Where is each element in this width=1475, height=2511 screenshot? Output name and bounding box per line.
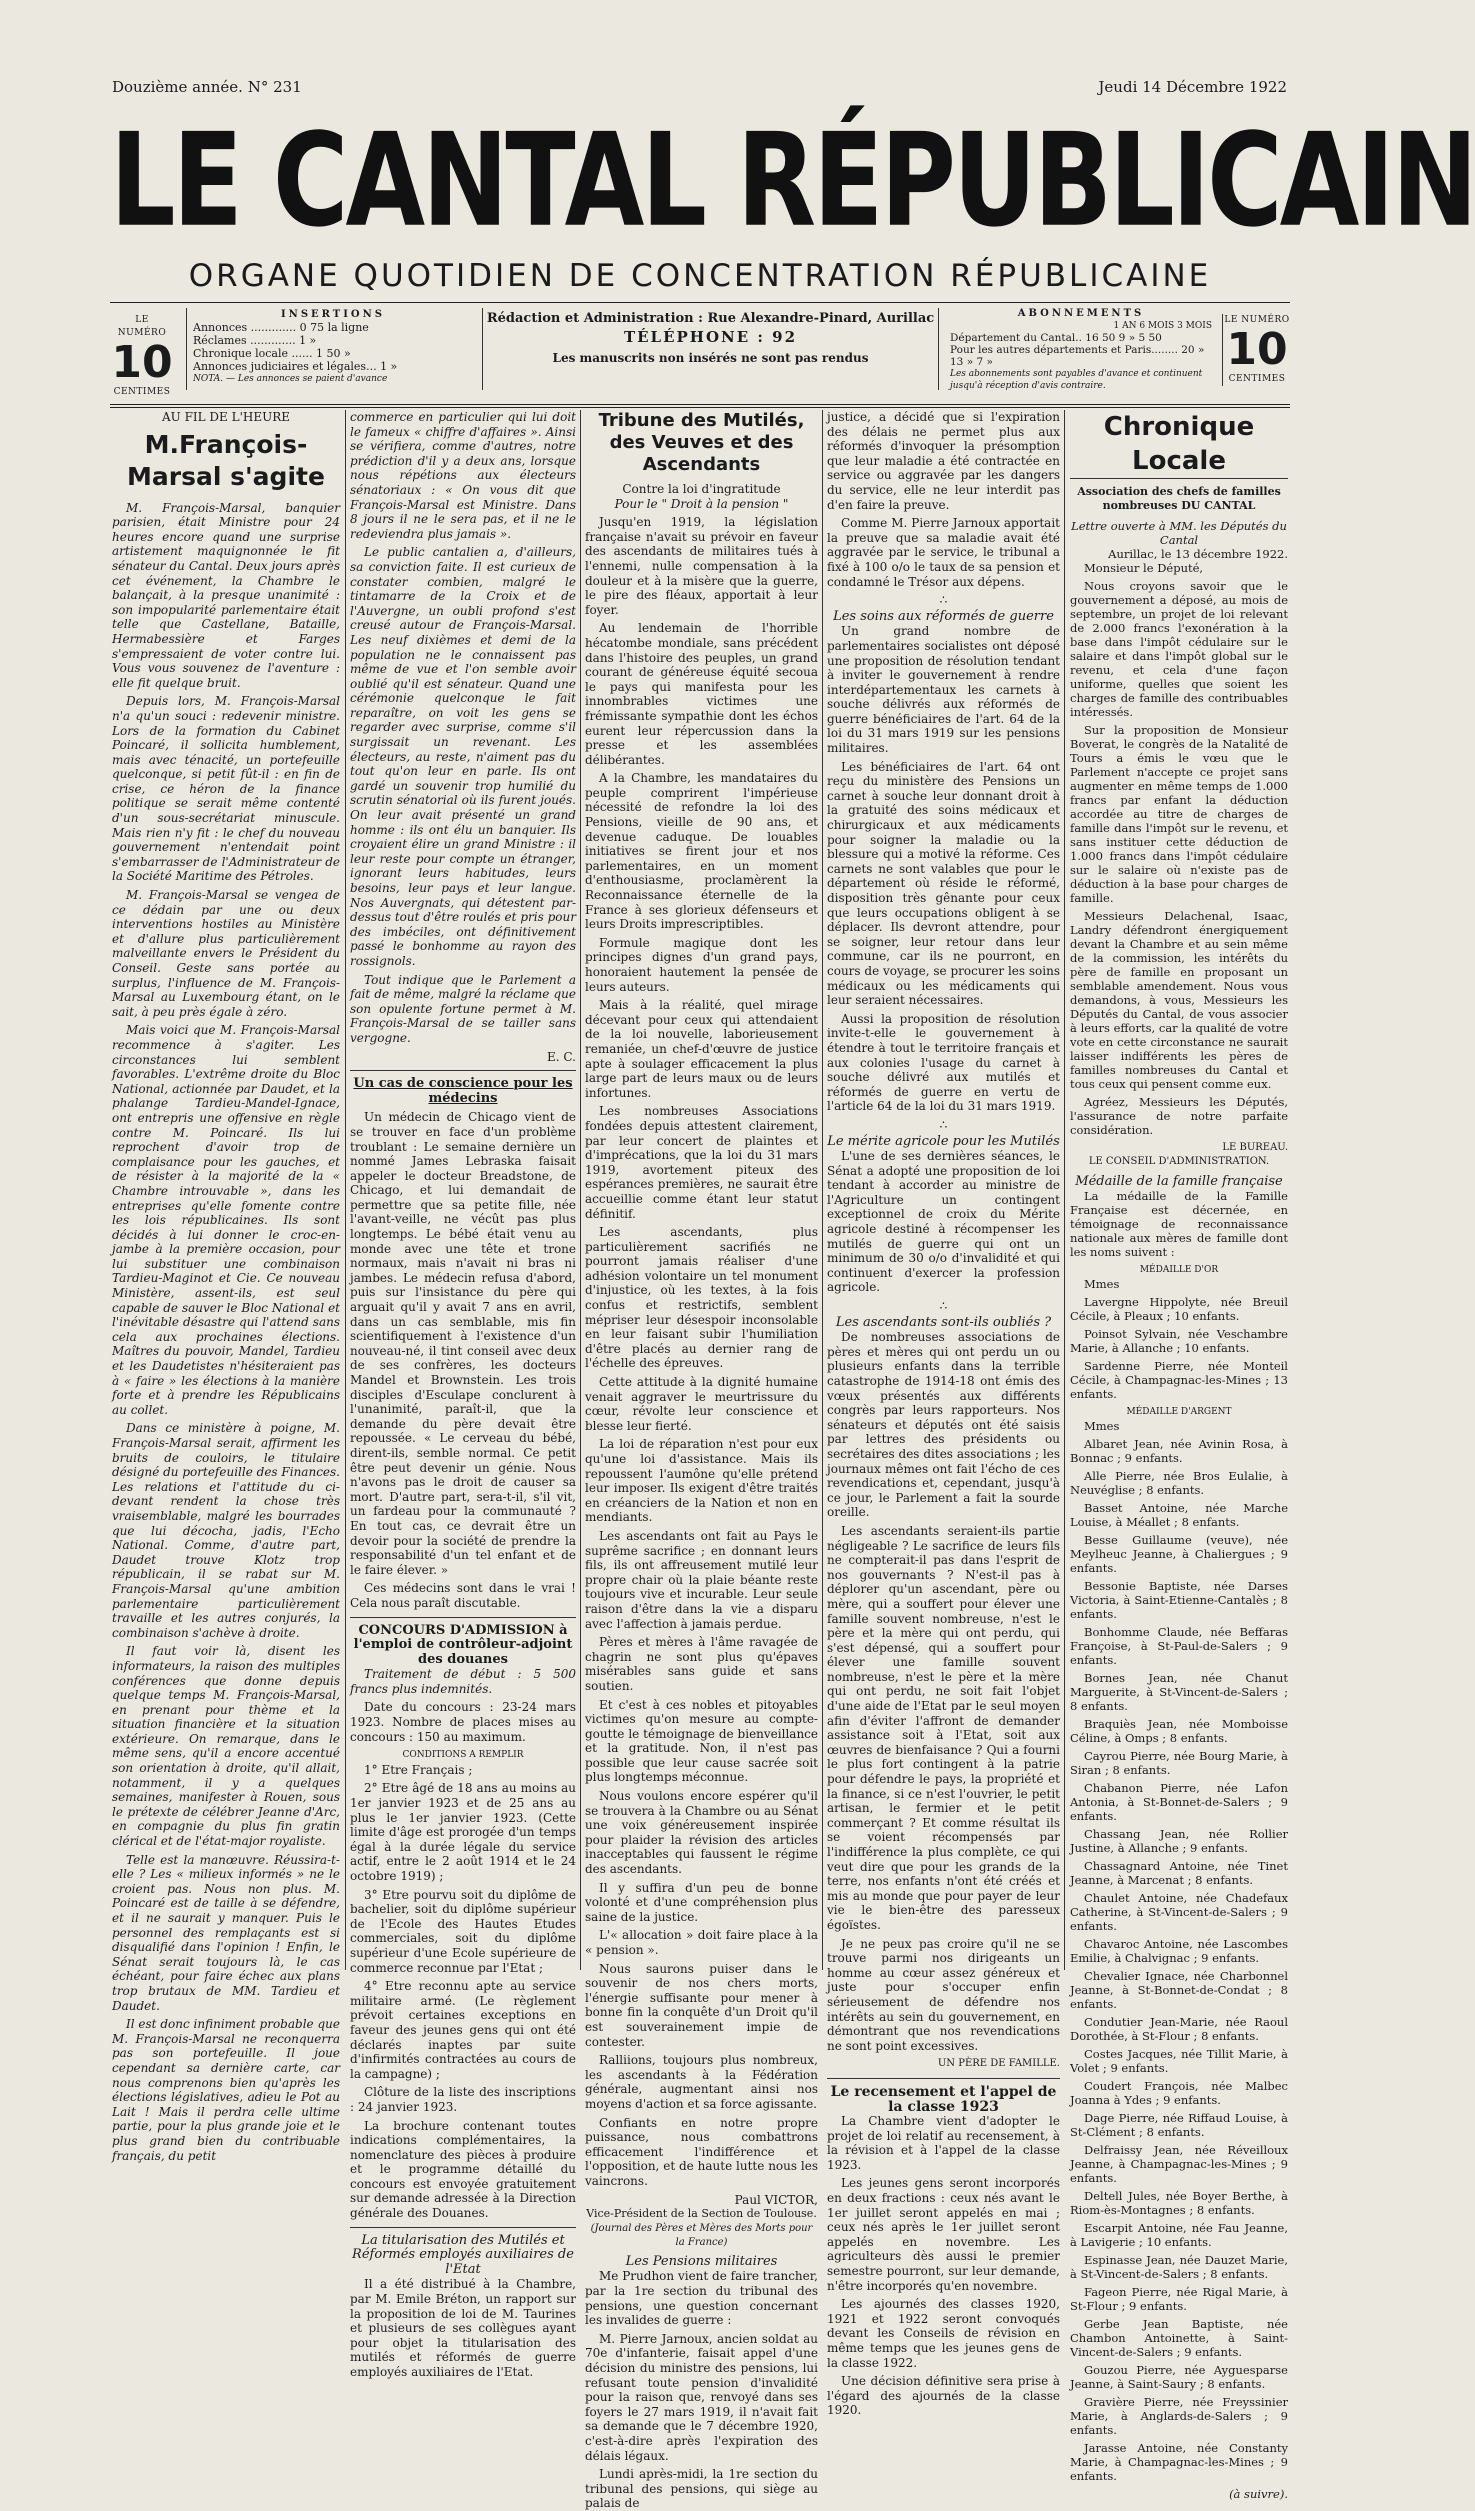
column-2: [350, 410, 576, 2379]
paragraph: Il y suffira d'un peu de bonne volonté et d'une compréhension plus saine de la justice.: [585, 1880, 818, 1924]
price-value: 10: [1226, 324, 1288, 375]
paragraph: La Chambre vient d'adopter le projet de loi relatif au recensement, à la révision et à l'appel de la classe 1923.: [827, 2114, 1060, 2172]
divider: [110, 302, 1290, 303]
paragraph: Monsieur le Député,: [1084, 561, 1204, 575]
paragraph: Mais voici que M. François-Marsal recommence à s'agiter. Les circonstances lui semblent favorables. L'extrême droite du Bloc National, actionnée par Daudet, et la phalange Tardieu-Mandel-Ignace, ont entrepris une offensive en règle contre M. Poincaré. Ils lui reprochent d'avoir trop de complaisance pour les gauches, et de résister à la majorité de la « Chambre introuvable », dans les entreprises qu'elle fomente contre les lois républicaines. Ils sont décidés à lui donner le croc-en-jambe à la première occasion, pour lui substituer une combinaison Tardieu-Maginot et Cie. Ce nouveau Ministère, assent-ils, est seul capable de sauver le Bloc National et l'inévitable désastre qui l'attend sans cela aux prochaines élections. Maîtres du pouvoir, Mandel, Tardieu et les Daudetistes n'hésiteraient pas à « faire » les élections à la manière forte et à prendre les Républicains au collet.: [112, 1023, 340, 1417]
price-box-left: [110, 314, 174, 399]
divider: [110, 407, 1290, 408]
price-unit: CENTIMES: [113, 387, 171, 397]
paragraph: Messieurs Delachenal, Isaac, Landry défendront énergiquement devant la Chambre et au sein même de la commission, les intérêts du père de famille en proposant un semblable amendement. Nous vous demandons, à vous, Messieurs les Députés du Cantal, de vous associer à leurs efforts, car la qualité de votre vote en cette circonstance ne saurait laisser indifférents les pères de familles nombreuses du Cantal et tous ceux qui pensent comme eux.: [1070, 909, 1288, 1091]
issue-number: Douzième année. N° 231: [112, 78, 302, 96]
article-headline: M.François-Marsal s'agite: [127, 429, 325, 491]
paragraph: Mais à la réalité, quel mirage décevant pour ceux qui attendaient de la loi nouvelle, laborieusement remaniée, un chef-d'œuvre de justice apte à soulager efficacement la plus large part de leurs maux ou de leurs infortunes.: [585, 998, 818, 1100]
paragraph: 2° Etre âgé de 18 ans au moins au 1er janvier 1923 et de 25 ans au plus le 1er janvier 1923. (Cette limite d'âge est prorogée d'un temps égal à la durée légale du service actif, entre le 2 août 1914 et le 24 octobre 1919) ;: [350, 1781, 576, 1883]
list-item: Lavergne Hippolyte, née Breuil Cécile, à Pleaux ; 10 enfants.: [1070, 1295, 1288, 1323]
section-title: Un cas de conscience pour les médecins: [353, 1076, 573, 1106]
subheading: Pour le " Droit à la pension ": [614, 496, 789, 511]
subscriptions-title: ABONNEMENTS: [1017, 308, 1145, 319]
paragraph: 3° Etre pourvu soit du diplôme de bachelier, soit du diplôme supérieur de l'Ecole des Hautes Etudes commerciales, soit du diplôme supérieur d'une Ecole supérieure de commerce reconnue par l'Etat ;: [350, 1887, 576, 1975]
section-title: Médaille de la famille française: [1075, 1174, 1283, 1189]
column-4: [827, 410, 1060, 2418]
section-title: Les soins aux réformés de guerre: [833, 608, 1054, 624]
price-label: LE NUMÉRO: [1224, 315, 1290, 325]
price-unit: CENTIMES: [1228, 374, 1286, 384]
list-item: Gouzou Pierre, née Ayguesparse Jeanne, à Saint-Saury ; 8 enfants.: [1070, 2363, 1288, 2391]
paragraph: Sur la proposition de Monsieur Boverat, le congrès de la Natalité de Tours a émis le vœu que le Parlement n'accepte ce projet sans augmenter en même temps de 1.000 francs par enfant la déduction accordée au titre de charges de famille dans l'impôt sur le revenu, et sans instituer cette déduction de 1.000 francs dans l'impôt cédulaire sur le salaire où n'existe pas de déduction à la base pour charges de famille.: [1070, 723, 1288, 905]
paragraph: Une décision définitive sera prise à l'égard des ajournés de la classe 1920.: [827, 2374, 1060, 2418]
signature: E. C.: [547, 1049, 576, 1064]
list-item: Sardenne Pierre, née Monteil Cécile, à Champagnac-les-Mines ; 13 enfants.: [1070, 1359, 1288, 1401]
paragraph: M. François-Marsal, banquier parisien, était Ministre pour 24 heures encore quand une surprise artistement maquignonnée le fit sénateur du Cantal. Deux jours après cet événement, la Chambre le balançait, à la presque unanimité : son impopularité parlementaire était telle que Castellane, Bataille, Hermabessière et Farges s'empressaient de voter contre lui. Vous vous souvenez de l'aventure : elle fit quelque bruit.: [112, 500, 340, 690]
paragraph: De nombreuses associations de pères et mères qui ont perdu un ou plusieurs enfants dans la terrible catastrophe de 1914-18 ont émis des vœux présentés aux différents congrès par leurs rapporteurs. Nos sénateurs et députés ont été saisis par lettres des présidents ou secrétaires des dites associations ; les journaux mêmes ont fait l'écho de ces revendications et, cependant, jusqu'à ce jour, le Parlement a fait la sourde oreille.: [827, 1330, 1060, 1520]
list-item: Chaulet Antoine, née Chadefaux Catherine, à St-Vincent-de-Salers ; 9 enfants.: [1070, 1891, 1288, 1933]
paragraph: Date du concours : 23-24 mars 1923. Nombre de places mises au concours : 150 au maximum.: [350, 1700, 576, 1744]
subscriptions-box: [950, 308, 1212, 390]
insertion-line: Chronique locale ...... 1 50 »: [193, 347, 351, 360]
insertion-line: Réclames ............. 1 »: [193, 334, 317, 347]
section-title: Les Pensions militaires: [625, 2253, 778, 2269]
paragraph: 1° Etre Français ;: [364, 1762, 473, 1777]
paragraph: L'« allocation » doit faire place à la « pension ».: [585, 1928, 818, 1957]
list-item: Alle Pierre, née Bros Eulalie, à Neuvéglise ; 8 enfants.: [1070, 1469, 1288, 1497]
list-item: Deltell Jules, née Boyer Berthe, à Riom-ès-Montagnes ; 8 enfants.: [1070, 2189, 1288, 2217]
list-item: Bonhomme Claude, née Beffaras Françoise, à St-Paul-de-Salers ; 9 enfants.: [1070, 1625, 1288, 1667]
issue-line: [112, 78, 1287, 100]
list-item: Bornes Jean, née Chanut Marguerite, à St-Vincent-de-Salers ; 8 enfants.: [1070, 1671, 1288, 1713]
column-3: [585, 410, 818, 2511]
insertion-line: Annonces ............. 0 75 la ligne: [193, 321, 369, 334]
subheading: CONDITIONS A REMPLIR: [402, 1750, 524, 1761]
signature: LE BUREAU.: [1222, 1142, 1288, 1153]
column-rule: [822, 410, 823, 1970]
section-title: Le recensement et l'appel de la classe 1923: [830, 2083, 1057, 2115]
section-title: Les ascendants sont-ils oubliés ?: [835, 1314, 1052, 1330]
divider: [350, 2227, 576, 2228]
list-item: Besse Guillaume (veuve), née Meylheuc Jeanne, à Chaliergues ; 9 enfants.: [1070, 1533, 1288, 1575]
paragraph: Depuis lors, M. François-Marsal n'a qu'un souci : redevenir ministre. Lors de la formation du Cabinet Poincaré, il sollicita humblement, mais avec ténacité, un portefeuille quelconque, si petit fût-il : en fin de crise, ce héron de la finance politique se serait même contenté d'un sous-secrétariat minuscule. Mais rien n'y fit : le chef du nouveau gouvernement n'entendait point s'embarrasser de l'Administrateur de la Société Maritime des Pétroles.: [112, 694, 340, 884]
masthead: [110, 106, 1475, 294]
list-item: Delfraissy Jean, née Réveilloux Jeanne, à Champagnac-les-Mines ; 9 enfants.: [1070, 2143, 1288, 2185]
paragraph: Confiants en notre propre puissance, nous combattrons efficacement l'indifférence et l'opposition, et de haute lutte nous les vaincrons.: [585, 2115, 818, 2188]
paragraph: La brochure contenant toutes indications complémentaires, la nomenclature des pièces à produire et le programme détaillé du concours est envoyée gratuitement sur demande adressée à la Direction générale des Douanes.: [350, 2118, 576, 2221]
divider: [350, 1617, 576, 1618]
paragraph: Comme M. Pierre Jarnoux apportait la preuve que sa maladie avait été aggravée par le service, le tribunal a fixé à 100 o/o le taux de sa pension et condamné le Trésor aux dépens.: [827, 516, 1060, 589]
letter-date: Aurillac, le 13 décembre 1922.: [1108, 547, 1288, 561]
paragraph: L'une de ses dernières séances, le Sénat a adopté une proposition de loi tendant à accorder au ministre de l'Agriculture un contingent exceptionnel de croix du Mérite agricole destiné à récompenser les mutilés de guerre qui ont un minimum de 30 o/o d'invalidité et qui continuent d'exercer la profession agricole.: [827, 1149, 1060, 1295]
divider: [110, 404, 1290, 405]
separator-stars: ∴: [939, 1299, 948, 1314]
paragraph: Il a été distribué à la Chambre, par M. Emile Bréton, un rapport sur la proposition de loi de M. Taurines et plusieurs de ses collègues ayant pour objet la titularisation des mutilés et réformés de guerre employés auxiliaires de l'Etat.: [350, 2277, 576, 2379]
list-item: Gravière Pierre, née Freyssinier Marie, à Anglards-de-Salers ; 9 enfants.: [1070, 2395, 1288, 2437]
list-item: Chassagnard Antoine, née Tinet Jeanne, à Marcenat ; 8 enfants.: [1070, 1859, 1288, 1887]
price-label: LE NUMÉRO: [117, 315, 167, 338]
source-note: (Journal des Pères et Mères des Morts pour la France): [590, 2222, 813, 2249]
list-item: Braquiès Jean, née Momboisse Céline, à Omps ; 8 enfants.: [1070, 1717, 1288, 1745]
paragraph: Le public cantalien a, d'ailleurs, sa conviction faite. Il est curieux de constater combien, malgré le tintamarre de la Croix et de l'Auvergne, un oubli profond s'est creusé autour de François-Marsal. Les neuf dixièmes et demi de la population ne le connaissent pas même de vue et l'on semble avoir oublié qu'il est sénateur. Quand une cérémonie quelconque le fait reparaître, on voit les gens se regarder avec surprise, comme s'il surgissait un revenant. Les électeurs, au reste, n'aiment pas du tout qu'on leur en parle. Ils ont gardé un souvenir trop humilié du scrutin sénatorial où ils furent joués. On leur avait présenté un grand homme : ils ont élu un banquier. Ils croyaient élire un grand Ministre : il leur reste pour compte un étranger, ignorant leurs habitudes, leurs besoins, leur pays et leur langue. Nos Auvergnats, qui détestent par-dessus tout d'être roulés et pris pour des imbéciles, ont définitivement passé le bonhomme au rayon des rossignols.: [350, 545, 576, 968]
list-item: Gerbe Jean Baptiste, née Chambon Antoinette, à Saint-Vincent-de-Salers ; 9 enfants.: [1070, 2317, 1288, 2359]
paragraph: Nous voulons encore espérer qu'il se trouvera à la Chambre ou au Sénat une voix généreusement inspirée pour plaider la révision des articles inacceptables qui faussent le régime des ascendants.: [585, 1789, 818, 1877]
paragraph: Dans ce ministère à poigne, M. François-Marsal serait, affirment les bruits de couloirs, le titulaire désigné du portefeuille des Finances. Les relations et l'attitude du ci-devant rendent la chose très vraisemblable, malgré les bourrades que lui décocha, jadis, l'Echo National. Comme, d'autre part, Daudet trouve Klotz trop républicain, il se rabat sur M. François-Marsal qu'une ambition parlementaire particulièrement travaille et les autres conjurés, la combinaison s'achève à droite.: [112, 1421, 340, 1640]
paragraph: Telle est la manœuvre. Réussira-t-elle ? Les « milieux informés » ne le croient pas. Nous non plus. M. Poincaré est de taille à se défendre, et il ne saurait y manquer. Puis le personnel des remplaçants est si disqualifié dans l'opinion ! Enfin, le Sénat serait toujours là, le cas échéant, pour faire échec aux plans trop brutaux de MM. Tardieu et Daudet.: [112, 1852, 340, 2013]
divider: [350, 1070, 576, 1071]
paragraph: justice, a décidé que si l'expiration des délais ne permet plus aux réformés d'invoquer la présomption que leur maladie a été contractée en service ou aggravée par les dangers du service, elle ne leur interdit pas d'en faire la preuve.: [827, 410, 1060, 512]
list-item: Chassang Jean, née Rollier Justine, à Allanche ; 9 enfants.: [1070, 1827, 1288, 1855]
subscription-row: Pour les autres départements et Paris........ 20 » 13 » 7 »: [950, 344, 1205, 368]
paragraph: Les ajournés des classes 1920, 1921 et 1922 seront convoqués devant les Conseils de révision en même temps que les jeunes gens de la classe 1922.: [827, 2297, 1060, 2370]
insertion-line: Annonces judiciaires et légales... 1 »: [193, 360, 398, 373]
list-item: Cayrou Pierre, née Bourg Marie, à Siran ; 8 enfants.: [1070, 1749, 1288, 1777]
masthead-title: LE CANTAL RÉPUBLICAIN: [110, 106, 1475, 256]
separator-stars: ∴: [939, 1117, 948, 1132]
signature-title: Vice-Président de la Section de Toulouse.: [586, 2207, 817, 2221]
subheading: Contre la loi d'ingratitude: [622, 482, 781, 496]
info-bar: [110, 304, 1290, 408]
paragraph: Les ascendants, plus particulièrement sacrifiés ne pourront jamais réaliser d'une adhésion volontaire un tel monument d'injustice, où les textes, à la fois confus et restrictifs, semblent mépriser leur désespoir inconsolable en leur faisant subir l'humiliation d'être placés au dernier rang de l'échelle des épreuves.: [585, 1225, 818, 1371]
masthead-subtitle: ORGANE QUOTIDIEN DE CONCENTRATION RÉPUBLICAINE: [188, 258, 1212, 294]
list-item: Poinsot Sylvain, née Veschambre Marie, à Allanche ; 10 enfants.: [1070, 1327, 1288, 1355]
column-5: [1070, 410, 1288, 2501]
list-item: Fageon Pierre, née Rigal Marie, à St-Flour ; 9 enfants.: [1070, 2285, 1288, 2313]
subheading: Association des chefs de familles nombreuses DU CANTAL: [1077, 485, 1281, 512]
subheading: MÉDAILLE D'ARGENT: [1126, 1407, 1232, 1417]
paragraph: Les jeunes gens seront incorporés en deux fractions : ceux nés avant le 1er juillet seront appelés en mai ; ceux nés après le 1er juillet seront appelés en novembre. Les agriculteurs dès aussi le premier semestre pourront, sur leur demande, n'être incorporés qu'en novembre.: [827, 2176, 1060, 2293]
letter-title: Lettre ouverte à MM. les Députés du Cantal: [1071, 519, 1287, 547]
paragraph: Tout indique que le Parlement a fait de même, malgré la réclame que son opulente fortune permet à M. François-Marsal de se tailler sans vergogne.: [350, 972, 576, 1045]
paragraph: La loi de réparation n'est pour eux qu'une loi d'assistance. Mais ils repoussent l'aumône qu'elle prétend leur imposer. Ils exigent d'être traités en créanciers de la Nation et non en mendiants.: [585, 1437, 818, 1525]
telephone: TÉLÉPHONE : 92: [623, 328, 798, 346]
paragraph: Jusqu'en 1919, la législation française n'avait su prévoir en faveur des ascendants de militaires tués à l'ennemi, nulle compensation à la douleur et à la misère que la guerre, le pire des fléaux, apportait à leur foyer.: [585, 515, 818, 617]
paragraph: Formule magique dont les principes dignes d'un grand pays, honoraient hautement la pensée de leurs auteurs.: [585, 935, 818, 994]
insertions-title: INSERTIONS: [281, 309, 385, 320]
paragraph: M. Pierre Jarnoux, ancien soldat au 70e d'infanterie, faisait appel d'une décision du ministre des pensions, lui refusant toute pension d'invalidité pour la raison que, renvoyé dans ses foyers le 27 mars 1919, il n'avait fait sa demande que le 7 décembre 1920, c'est-à-dire après l'expiration des délais légaux.: [585, 2331, 818, 2463]
paragraph: Agréez, Messieurs les Députés, l'assurance de notre parfaite considération.: [1070, 1095, 1288, 1137]
issue-date: Jeudi 14 Décembre 1922: [1098, 78, 1287, 96]
list-item: Escarpit Antoine, née Fau Jeanne, à Lavigerie ; 10 enfants.: [1070, 2221, 1288, 2249]
column-rule: [345, 410, 346, 1970]
paragraph: Il faut voir là, disent les informateurs, la raison des multiples conférences que donne depuis quelque temps M. François-Marsal, en prenant pour thème et la situation financière et la situation extérieure. On remarque, dans le même sens, qu'il a encore accentué son orientation à droite, qu'il allait, notamment, il y a quelques semaines, manifester à Rouen, sous le prétexte de célébrer Jeanne d'Arc, en compagnie du plus fin gratin clérical et de l'état-major royaliste.: [112, 1644, 340, 1849]
list-item: Mmes: [1084, 1419, 1120, 1433]
paragraph: Me Prudhon vient de faire trancher, par la 1re section du tribunal des pensions, une question concernant les invalides de guerre :: [585, 2269, 818, 2328]
list-item: Chavaroc Antoine, née Lascombes Emilie, à Chalvignac ; 9 enfants.: [1070, 1937, 1288, 1965]
paragraph: M. François-Marsal se vengea de ce dédain par une ou deux interventions hostiles au Ministère et d'allure plus particulièrement malveillante envers le Président du Conseil. Geste sans portée au surplus, l'influence de M. François-Marsal au Luxembourg étant, on le sait, à peu près égale à zéro.: [112, 888, 340, 1019]
paragraph: Ralliions, toujours plus nombreux, les ascendants à la Fédération générale, augmentant ainsi nos moyens d'action et sa force agissante.: [585, 2053, 818, 2111]
list-item: Dage Pierre, née Riffaud Louise, à St-Clément ; 8 enfants.: [1070, 2111, 1288, 2139]
paragraph: Les bénéficiaires de l'art. 64 ont reçu du ministère des Pensions un carnet à souche leur donnant droit à la gratuité des soins médicaux et chirurgicaux et aux médicaments pour soigner la maladie ou la blessure qui a motivé la réforme. Ces carnets ne sont valables que pour le département où réside le réformé, disposition très gênante pour ceux que leurs occupations obligent à se déplacer. Ils devront attendre, pour se soigner, leur retour dans leur commune, car ils ne pourront, en cours de voyage, se procurer les soins médicaux ou les médicaments qui leur seraient nécessaires.: [827, 759, 1060, 1008]
list-item: Coudert François, née Malbec Joanna à Ydes ; 9 enfants.: [1070, 2079, 1288, 2107]
subheading: MÉDAILLE D'OR: [1139, 1265, 1219, 1275]
paragraph: Il est donc infiniment probable que M. François-Marsal ne reconquerra pas son portefeuille. Il joue cependant sa dernière carte, car nous comprenons bien qu'après les élections législatives, adieu le Pot au Lait ! Mais il perdra celle ultime partie, pour la plus grande joie et le plus grand bien du contribuable français, du petit: [112, 2017, 340, 2163]
article-kicker: AU FIL DE L'HEURE: [161, 410, 291, 424]
paragraph: Nous saurons puiser dans le souvenir de nos chers morts, l'énergie suffisante pour mener à bonne fin la conquête d'un Droit qu'il est souverainement impie de contester.: [585, 1961, 818, 2049]
paragraph: Et c'est à ces nobles et pitoyables victimes qu'on mesure au compte-goutte le témoignage de bienveillance et la gratitude. Non, il n'est pas possible que leur cause sacrée soit plus longtemps méconnue.: [585, 1697, 818, 1785]
paragraph: Clôture de la liste des inscriptions : 24 janvier 1923.: [350, 2085, 576, 2114]
redaction-box: [482, 308, 939, 390]
insertions-box: [186, 308, 473, 390]
list-item: Mmes: [1084, 1277, 1120, 1291]
paragraph: La médaille de la Famille Française est décernée, en témoignage de reconnaissance nationale aux mères de famille dont les noms suivent :: [1070, 1189, 1288, 1259]
paragraph: Les nombreuses Associations fondées depuis attestent clairement, par leur concert de plaintes et d'imprécations, que la loi du 31 mars 1919, avortement piteux des espérances premières, ne saurait être accueillie comme étant leur statut définitif.: [585, 1104, 818, 1221]
signature: LE CONSEIL D'ADMINISTRATION.: [1088, 1156, 1270, 1167]
paragraph: Un grand nombre de parlementaires socialistes ont déposé une proposition de résolution tendant à inviter le gouvernement à rendre interdépartementaux les carnets à souche délivrés aux réformés de guerre bénéficiaires de l'art. 64 de la loi du 31 mars 1919 sur les pensions militaires.: [827, 624, 1060, 756]
list-item: Chevalier Ignace, née Charbonnel Jeanne, à St-Bonnet-de-Condat ; 8 enfants.: [1070, 1969, 1288, 2011]
paragraph: Ces médecins sont dans le vrai ! Cela nous paraît discutable.: [350, 1581, 576, 1610]
column-rule: [1064, 410, 1065, 1970]
list-item: Chabanon Pierre, née Lafon Antonia, à St-Bonnet-de-Salers ; 9 enfants.: [1070, 1781, 1288, 1823]
redaction-address: Rédaction et Administration : Rue Alexandre-Pinard, Aurillac: [486, 311, 935, 326]
paragraph: Pères et mères à l'âme ravagée de chagrin ne sont plus qu'épaves misérables sans guide et sans soutien.: [585, 1635, 818, 1693]
divider: [827, 2078, 1060, 2079]
list-item: Bessonie Baptiste, née Darses Victoria, à Saint-Etienne-Cantalès ; 8 enfants.: [1070, 1579, 1288, 1621]
subscription-row: Département du Cantal.. 16 50 9 » 5 50: [950, 332, 1162, 344]
to-be-continued: (à suivre).: [1229, 2487, 1288, 2501]
paragraph: Les ascendants ont fait au Pays le suprême sacrifice ; en donnant leurs fils, ils ont affreusement mutilé leur propre chair où la plaie béante reste toujours vive et incurable. Leur seule raison d'être dans la vie a disparu avec l'affection à jamais perdue.: [585, 1528, 818, 1631]
paragraph: Au lendemain de l'horrible hécatombe mondiale, sans précédent dans l'histoire des peuples, un grand courant de généreuse équité secoua le pays qui manifesta pour les innombrables victimes une frémissante sympathie dont les échos eurent leur répercussion dans la presse et les assemblées délibérantes.: [585, 621, 818, 767]
paragraph: Aussi la proposition de résolution invite-t-elle le gouvernement à étendre à tout le territoire français et aux colonies l'usage du carnet à souche délivré aux mutilés et réformés de guerre en vertu de l'article 64 de la loi du 31 mars 1919.: [827, 1011, 1060, 1114]
insertions-note: NOTA. — Les annonces se paient d'avance: [193, 374, 388, 384]
price-value: 10: [111, 337, 173, 388]
section-title: La titularisation des Mutilés et Réformés employés auxiliaires de l'Etat: [352, 2232, 574, 2277]
paragraph: Traitement de début : 5 500 francs plus indemnités.: [350, 1667, 576, 1696]
paragraph: 4° Etre reconnu apte au service militaire armé. (Le règlement prévoit certaines exceptions en faveur des jeunes gens qui ont été déclarés inaptes par suite d'infirmités contractées au cours de la campagne) ;: [350, 1979, 576, 2081]
list-item: Basset Antoine, née Marche Louise, à Méallet ; 8 enfants.: [1070, 1501, 1288, 1529]
column-1: [112, 410, 340, 2163]
manuscripts-note: Les manuscrits non insérés ne sont pas rendus: [552, 351, 869, 365]
list-item: Costes Jacques, née Tillit Marie, à Volet ; 9 enfants.: [1070, 2047, 1288, 2075]
section-title: CONCOURS D'ADMISSION à l'emploi de contrôleur-adjoint des douanes: [353, 1622, 573, 1667]
subscriptions-note: Les abonnements sont payables d'avance et continuent jusqu'à réception d'avis contraire.: [950, 369, 1203, 391]
paragraph: Cette attitude à la dignité humaine venait aggraver le meurtrissure du cœur, révolte leur conscience et blesse leur fierté.: [585, 1375, 818, 1433]
column-rule: [580, 410, 581, 1970]
paragraph: Nous croyons savoir que le gouvernement a déposé, au mois de septembre, un projet de loi relevant de 2.000 francs l'exonération à la base dans l'impôt cédulaire sur le salaire et dans l'impôt global sur le revenu, et cela d'une façon uniforme, quelles que soient les charges de famille des contribuables intéressés.: [1070, 579, 1288, 719]
paragraph: Lundi après-midi, la 1re section du tribunal des pensions, qui siège au palais de: [585, 2467, 818, 2511]
signature: Paul VICTOR,: [734, 2192, 818, 2207]
paragraph: commerce en particulier qui lui doit le fameux « chiffre d'affaires ». Ainsi se vérifiera, comme d'autres, notre prédiction d'il y a deux ans, lorsque nous répétions aux électeurs sénatoriaux : « On vous dit que François-Marsal est Ministre. Dans 8 jours il ne le sera pas, et il ne le redeviendra plus jamais ».: [350, 410, 576, 541]
subscriptions-head: 1 AN 6 MOIS 3 MOIS: [1113, 321, 1212, 331]
list-item: Espinasse Jean, née Dauzet Marie, à St-Vincent-de-Salers ; 8 enfants.: [1070, 2253, 1288, 2281]
list-item: Condutier Jean-Marie, née Raoul Dorothée, à St-Flour ; 8 enfants.: [1070, 2015, 1288, 2043]
section-title: Le mérite agricole pour les Mutilés: [827, 1133, 1060, 1149]
paragraph: A la Chambre, les mandataires du peuple comprirent l'impérieuse nécessité de refondre la loi des Pensions, vieille de 90 ans, et devenue caduque. De louables initiatives se firent jour et nos parlementaires, en un moment d'enthousiasme, proclamèrent la Reconnaissance éternelle de la France à ses glorieux défenseurs et leurs Droits imprescriptibles.: [585, 771, 818, 932]
paragraph: Un médecin de Chicago vient de se trouver en face d'un problème troublant : Le semaine dernière un nommé James Lebraska faisait appeler le docteur Breadstone, de Chicago, et lui demandait de permettre que sa petite fille, née l'avant-veille, ne vécût pas plus longtemps. Le bébé était venu au monde avec une tête et trone normaux, mais n'avait ni bras ni jambes. Le médecin refusa d'abord, puis sur l'insistance du père qui arguait qu'il y avait 7 ans en avril, dans un cas semblable, mis fin scientifiquement à l'existence d'un nouveau-né, il tint conseil avec deux de ses confrères, les docteurs Mandel et Brownstein. Les trois disciples d'Esculape conclurent à l'unanimité, paraît-il, que la demande du père devait être repoussée. « Le cerveau du bébé, dirent-ils, semble normal. Ce petit être peut devenir un génie. Nous n'avons pas le droit de causer sa mort. D'autre part, sera-t-il, s'il vit, un fardeau pour la communauté ? En tout cas, ce devrait être un devoir pour la société de prendre la responsabilité d'un tel enfant et de le faire élever. »: [350, 1110, 576, 1577]
list-item: Jarasse Antoine, née Constanty Marie, à Champagnac-les-Mines ; 9 enfants.: [1070, 2441, 1288, 2483]
list-item: Albaret Jean, née Avinin Rosa, à Bonnac ; 9 enfants.: [1070, 1437, 1288, 1465]
paragraph: Les ascendants seraient-ils partie négligeable ? Le sacrifice de leurs fils ne compterait-il pas dans l'esprit de nos gouvernants ? N'est-il pas à déplorer qu'un ascendant, père ou mère, qui a souffert pour élever une famille souvent nombreuse, n'est le père et la mère qui ont perdu, qui s'est dépensé, qui a souffert pour élever une famille souvent nombreuse, n'est le père et la mère qui ont perdu, ne soit fait l'objet d'une aide de l'Etat par le seul moyen afin d'éviter l'affront de demander assistance soit à l'Etat, soit aux œuvres de bienfaisance ? Qui a fourni le plus fort contingent à la patrie pour défendre le pays, la propriété et la finance, si ce n'est l'ouvrier, le petit artisan, le fermier et le petit commerçant ? Et comme résultat ils se voient récompensés par l'indifférence la plus complète, ce qui veut dire que pour les grands de la terre, nos enfants n'ont été créés et mis au monde que pour payer de leur vie le bien-être des paresseux égoïstes.: [827, 1523, 1060, 1932]
separator-stars: ∴: [939, 593, 948, 608]
signature: UN PÈRE DE FAMILLE.: [937, 2058, 1060, 2070]
paragraph: Je ne peux pas croire qu'il ne se trouve parmi nos dirigeants un homme au cœur assez généreux et juste pour s'occuper enfin sérieusement de défendre nos intérêts au sein du gouvernement, en démontrant que nos revendications ne sont point excessives.: [827, 1936, 1060, 2053]
section-headline: Tribune des Mutilés, des Veuves et des Ascendants: [598, 410, 805, 475]
price-box-right: [1222, 314, 1291, 386]
section-headline: Chronique Locale: [1070, 410, 1288, 479]
